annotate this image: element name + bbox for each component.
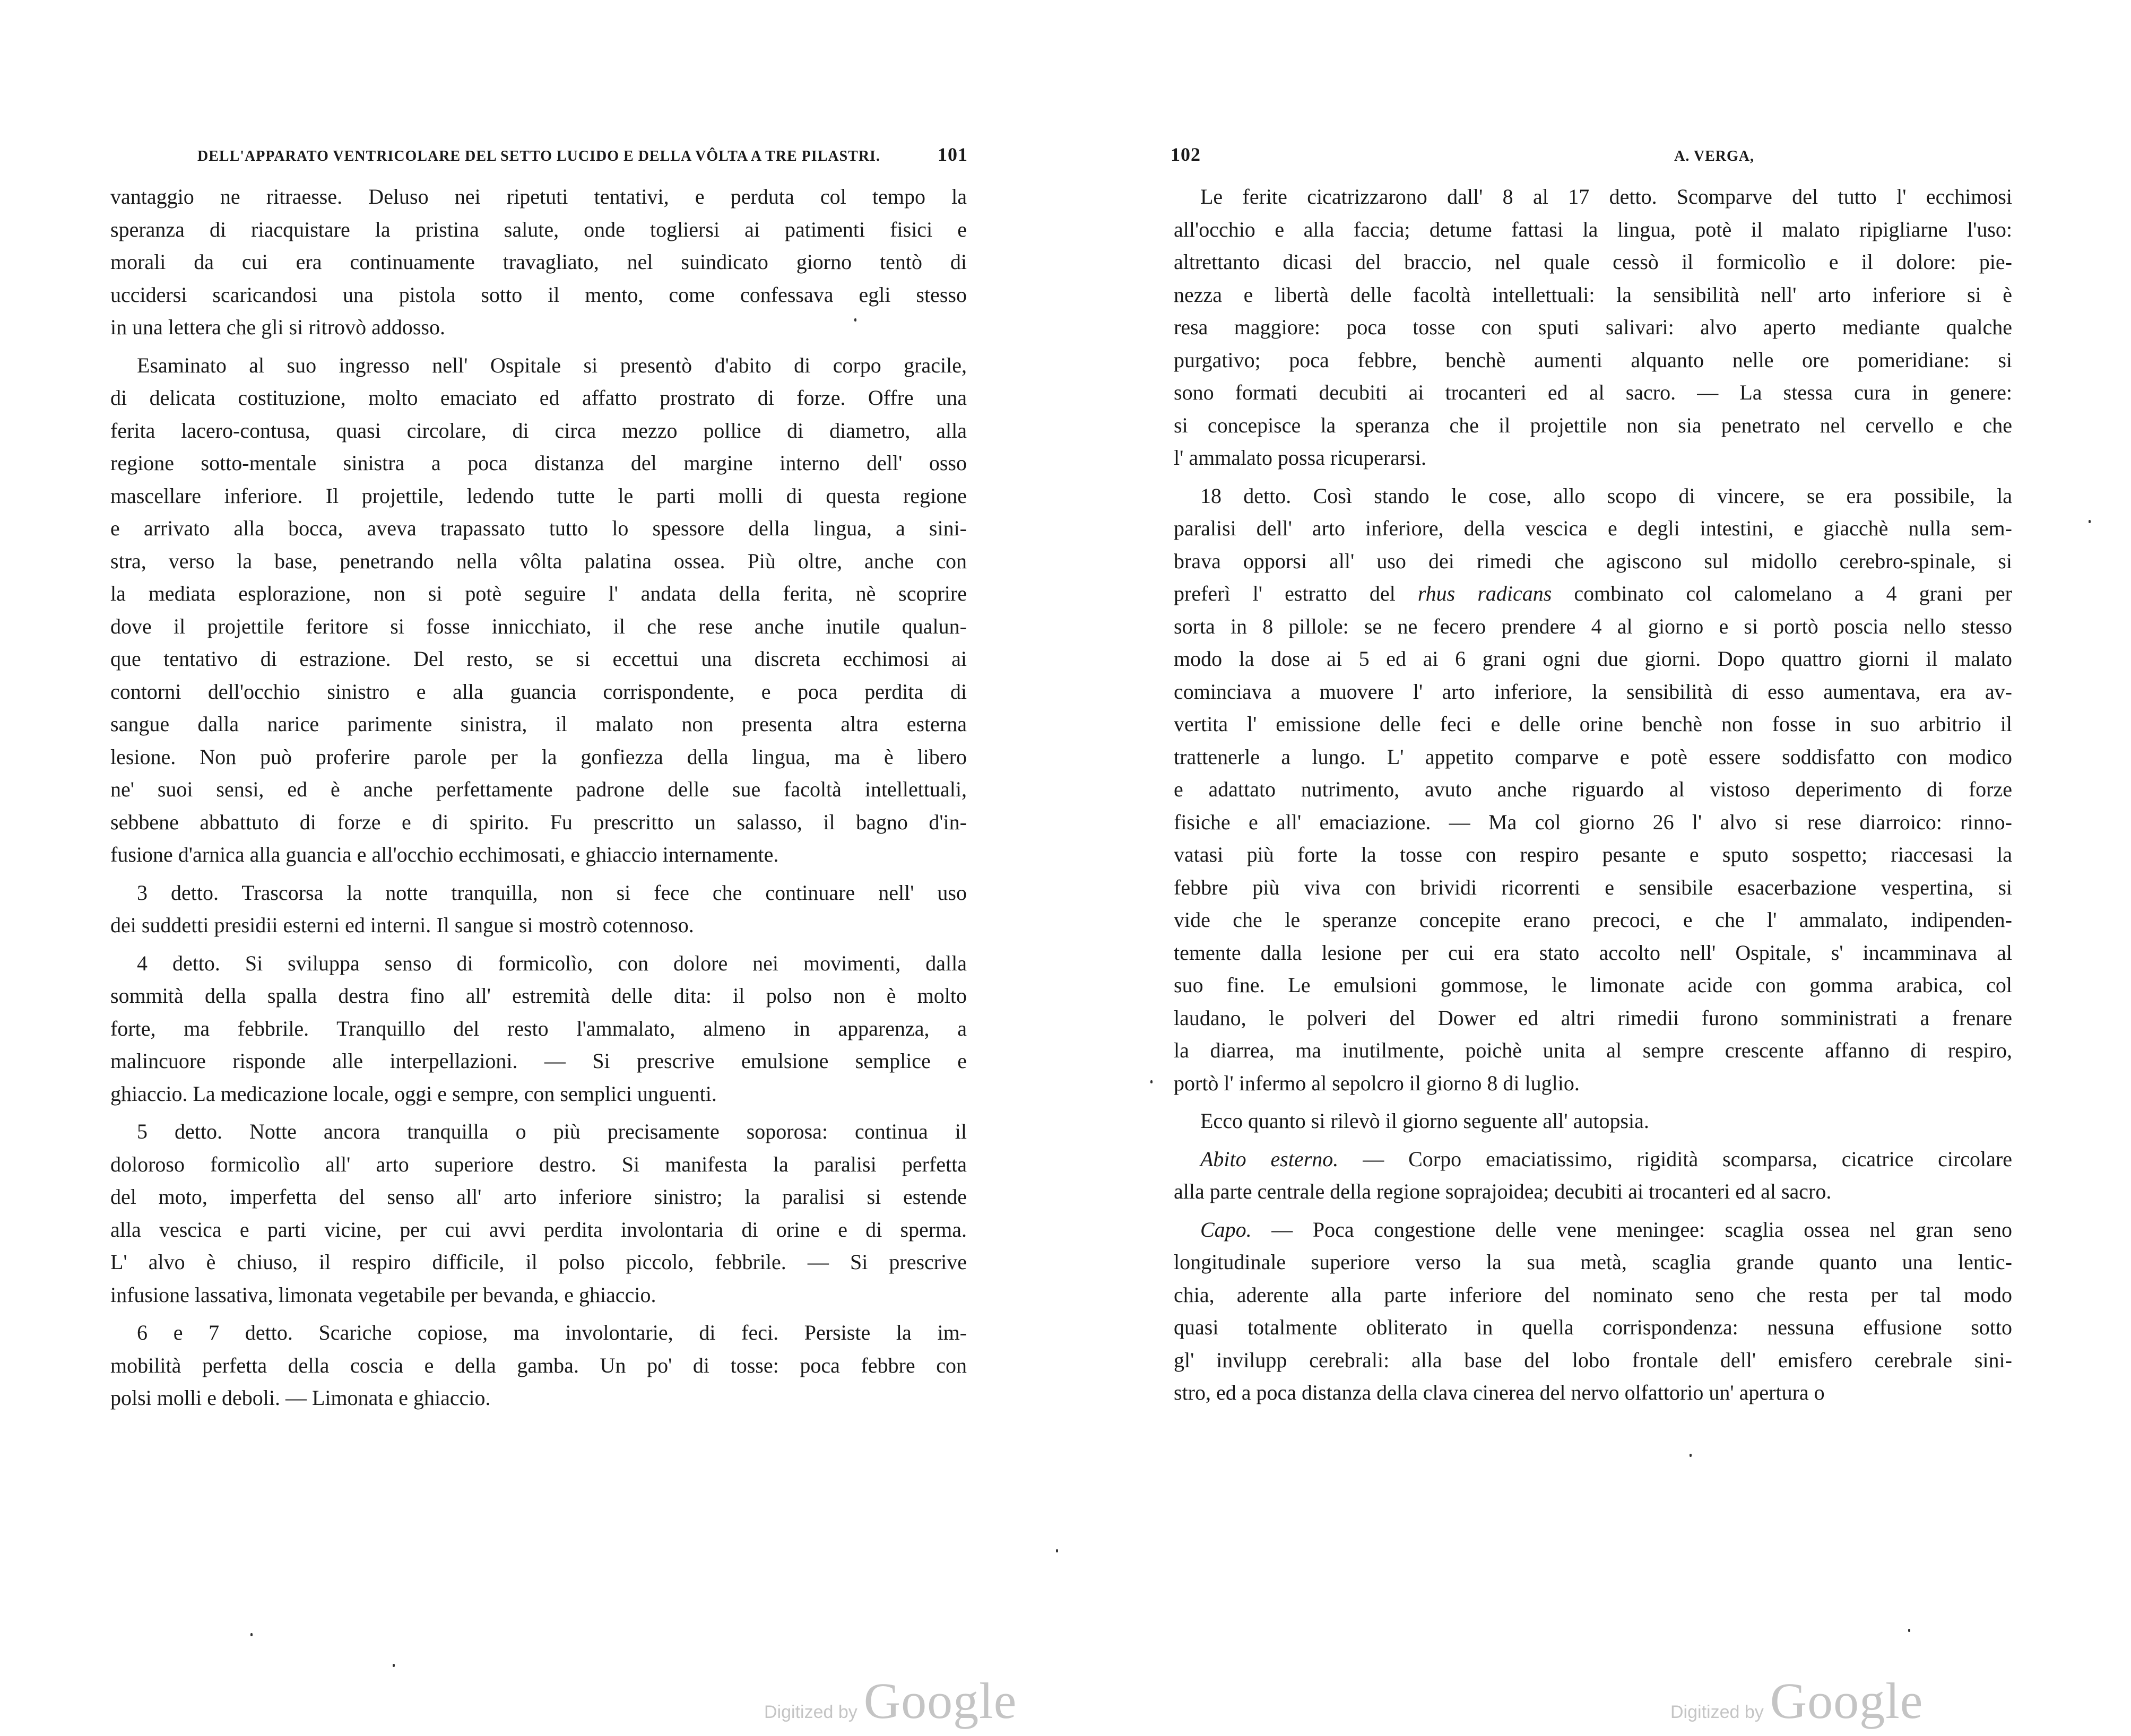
text-line: temente dalla lesione per cui era stato accolto nell' Ospitale, s' incamminava al — [1174, 940, 2012, 965]
paragraph — [1174, 180, 2012, 474]
text-line: ne' suoi sensi, ed è anche perfettamente padrone delle sue facoltà intellettuali, — [110, 777, 967, 801]
scan-speck — [1056, 1549, 1058, 1552]
text-line: laudano, le polveri del Dower ed altri rimedii furono somministrati a frenare — [1174, 1005, 2012, 1030]
text-line: alla parte centrale della regione soprajoidea; decubiti ai trocanteri ed al sacro. — [1174, 1179, 1832, 1203]
scan-speck — [1908, 1629, 1910, 1632]
body-text — [110, 180, 967, 1420]
text-line: sangue dalla narice parimente sinistra, il malato non presenta altra esterna — [110, 712, 967, 736]
text-line: vantaggio ne ritraesse. Deluso nei ripetuti tentativi, e perduta col tempo la — [110, 185, 967, 209]
text-line: chia, aderente alla parte inferiore del nominato seno che resta per tal modo — [1174, 1282, 2012, 1307]
text-line: stra, verso la base, penetrando nella vôlta palatina ossea. Più oltre, anche con — [110, 549, 967, 573]
scan-speck — [1150, 1080, 1153, 1083]
text-line: fisiche e all' emaciazione. — Ma col giorno 26 l' alvo si rese diarroico: rinno- — [1174, 810, 2012, 834]
watermark-digitized-by: Digitized by — [1670, 1702, 1764, 1722]
text-line: dei suddetti presidii esterni ed interni. Il sangue si mostrò cotennoso. — [110, 913, 694, 937]
watermark-digitized-by: Digitized by — [764, 1702, 857, 1722]
body-text — [1174, 180, 2012, 1414]
text-line: resa maggiore: poca tosse con sputi salivari: alvo aperto mediante qualche — [1174, 315, 2012, 339]
text-line: mascellare inferiore. Il projettile, ledendo tutte le parti molli di questa regione — [110, 483, 967, 508]
text-line: Esaminato al suo ingresso nell' Ospitale si presentò d'abito di corpo gracile, — [137, 353, 967, 377]
text-line: Ecco quanto si rilevò il giorno seguente all' autopsia. — [1200, 1109, 1649, 1133]
text-line: trattenerle a lungo. L' appetito comparve e potè essere soddisfatto con modico — [1174, 744, 2012, 769]
text-line: alla vescica e parti vicine, per cui avvi perdita involontaria di orine e di sperma. — [110, 1217, 967, 1242]
page-number: 101 — [938, 144, 968, 165]
google-watermark — [764, 1671, 1017, 1730]
paragraph — [110, 947, 967, 1110]
text-line: Le ferite cicatrizzarono dall' 8 al 17 detto. Scomparve del tutto l' ecchimosi — [1200, 185, 2012, 209]
text-line: brava opporsi all' uso dei rimedi che agiscono sul midollo cerebro-spinale, si — [1174, 549, 2012, 573]
text-line: ghiaccio. La medicazione locale, oggi e sempre, con semplici unguenti. — [110, 1081, 717, 1106]
text-line: portò l' infermo al sepolcro il giorno 8 di luglio. — [1174, 1071, 1580, 1095]
text-line: longitudinale superiore verso la sua metà, scaglia grande quanto una lentic- — [1174, 1250, 2012, 1274]
running-head-title: DELL'APPARATO VENTRICOLARE DEL SETTO LUCIDO E DELLA VÔLTA A TRE PILASTRI. — [197, 148, 880, 164]
text-line: quasi totalmente obliterato in quella corrispondenza: nessuna effusione sotto — [1174, 1315, 2012, 1339]
paragraph — [110, 1115, 967, 1311]
text-line: 18 detto. Così stando le cose, allo scopo di vincere, se era possibile, la — [1200, 483, 2012, 508]
text-line: suo fine. Le emulsioni gommose, le limonate acide con gomma arabica, col — [1174, 973, 2012, 997]
text-line: lesione. Non può proferire parole per la gonfiezza della lingua, ma è libero — [110, 744, 967, 769]
text-line: altrettanto dicasi del braccio, nel quale cessò il formicolìo e il dolore: pie- — [1174, 250, 2012, 274]
text-line: morali da cui era continuamente travagliato, nel suindicato giorno tentò di — [110, 250, 967, 274]
text-line: fusione d'arnica alla guancia e all'occhio ecchimosati, e ghiaccio internamente. — [110, 843, 779, 866]
italic-text: Abito esterno. — [1200, 1147, 1339, 1171]
text-line: cominciava a muovere l' arto inferiore, la sensibilità di esso aumentava, era av- — [1174, 679, 2012, 704]
text-line: sebbene abbattuto di forze e di spirito. Fu prescritto un salasso, il bagno d'in- — [110, 810, 967, 834]
text-line: preferì l' estratto del rhus radicans combinato col calomelano a 4 grani per — [1174, 581, 2012, 605]
page-number: 102 — [1171, 144, 1201, 165]
text-line: doloroso formicolìo all' arto superiore destro. Si manifesta la paralisi perfetta — [110, 1152, 967, 1176]
text-line: vide che le speranze concepite erano precoci, e che l' ammalato, indipenden- — [1174, 908, 2012, 932]
text-line: 4 detto. Si sviluppa senso di formicolìo, con dolore nei movimenti, dalla — [137, 951, 967, 975]
paragraph — [110, 876, 967, 942]
paragraph — [110, 1316, 967, 1414]
paragraph — [1174, 1143, 2012, 1208]
scan-speck — [1690, 1454, 1692, 1457]
text-line: e adattato nutrimento, avuto anche riguardo al vistoso deperimento di forze — [1174, 777, 2012, 801]
running-head — [1171, 143, 1998, 166]
text-line: e arrivato alla bocca, aveva trapassato tutto lo spessore della lingua, a sini- — [110, 516, 967, 540]
text-line: sorta in 8 pillole: se ne fecero prendere 4 al giorno e si portò poscia nello stesso — [1174, 614, 2012, 638]
watermark-google: Google — [1770, 1672, 1924, 1729]
paragraph — [1174, 480, 2012, 1100]
text-line: infusione lassativa, limonata vegetabile per bevanda, e ghiaccio. — [110, 1282, 656, 1307]
running-head-title: A. VERGA, — [1674, 148, 1754, 164]
text-line: l' ammalato possa ricuperarsi. — [1174, 446, 1426, 470]
text-line: all'occhio e alla faccia; detume fattasi la lingua, potè il malato ripigliarne l'uso: — [1174, 217, 2012, 241]
text-line: febbre più viva con brividi ricorrenti e sensibile esacerbazione vespertina, si — [1174, 875, 2012, 899]
text-line: sommità della spalla destra fino all' estremità delle dita: il polso non è molto — [110, 984, 967, 1008]
text-line: la diarrea, ma inutilmente, poichè unita al sempre crescente affanno di respiro, — [1174, 1038, 2012, 1062]
text-line: mobilità perfetta della coscia e della gamba. Un po' di tosse: poca febbre con — [110, 1353, 967, 1377]
text-line: 5 detto. Notte ancora tranquilla o più precisamente soporosa: continua il — [137, 1119, 967, 1143]
scan-speck — [2089, 520, 2091, 523]
scan-speck — [393, 1664, 395, 1667]
paragraph — [110, 180, 967, 344]
text-line: contorni dell'occhio sinistro e alla guancia corrispondente, e poca perdita di — [110, 679, 967, 704]
text-line: dove il projettile feritore si fosse innicchiato, il che rese anche inutile qualun- — [110, 614, 967, 638]
text-line: la mediata esplorazione, non si potè seguire l' andata della ferita, nè scoprire — [110, 581, 967, 605]
text-line: speranza di riacquistare la pristina salute, onde togliersi ai patimenti fisici e — [110, 217, 967, 241]
text-line: sono formati decubiti ai trocanteri ed al sacro. — La stessa cura in genere: — [1174, 380, 2012, 404]
text-line: Capo. — Poca congestione delle vene meningee: scaglia ossea nel gran seno — [1200, 1217, 2012, 1242]
text-line: nezza e libertà delle facoltà intellettuali: la sensibilità nell' arto inferiore si è — [1174, 282, 2012, 307]
text-line: si concepisce la speranza che il projettile non sia penetrato nel cervello e che — [1174, 413, 2012, 437]
google-watermark — [1670, 1671, 1923, 1730]
paragraph — [110, 349, 967, 871]
text-line: 3 detto. Trascorsa la notte tranquilla, non si fece che continuare nell' uso — [137, 880, 967, 905]
paragraph — [1174, 1213, 2012, 1409]
running-head — [197, 143, 968, 166]
text-line: regione sotto-mentale sinistra a poca distanza del margine interno dell' osso — [110, 451, 967, 475]
text-line: di delicata costituzione, molto emaciato ed affatto prostrato di forze. Offre una — [110, 386, 967, 410]
text-line: Abito esterno. — Corpo emaciatissimo, rigidità scomparsa, cicatrice circolare — [1200, 1147, 2012, 1171]
text-line: stro, ed a poca distanza della clava cinerea del nervo olfattorio un' apertura o — [1174, 1381, 1825, 1404]
scan-speck — [250, 1633, 253, 1636]
right-page — [1066, 0, 2131, 1736]
text-line: purgativo; poca febbre, benchè aumenti alquanto nelle ore pomeridiane: si — [1174, 348, 2012, 372]
text-line: in una lettera che gli si ritrovò addosso. — [110, 315, 445, 339]
text-line: vertita l' emissione delle feci e delle orine benchè non fosse in suo arbitrio il — [1174, 712, 2012, 736]
text-line: que tentativo di estrazione. Del resto, se si eccettui una discreta ecchimosi ai — [110, 647, 967, 671]
text-line: vatasi più forte la tosse con respiro pesante e sputo sospetto; riaccesasi la — [1174, 843, 2012, 866]
paragraph — [1174, 1105, 2012, 1138]
text-line: L' alvo è chiuso, il respiro difficile, il polso piccolo, febbrile. — Si prescrive — [110, 1250, 967, 1274]
text-line: 6 e 7 detto. Scariche copiose, ma involontarie, di feci. Persiste la im- — [137, 1321, 967, 1344]
text-line: forte, ma febbrile. Tranquillo del resto l'ammalato, almeno in apparenza, a — [110, 1016, 967, 1040]
text-line: uccidersi scaricandosi una pistola sotto il mento, come confessava egli stesso — [110, 282, 967, 307]
text-line: modo la dose ai 5 ed ai 6 grani ogni due giorni. Dopo quattro giorni il malato — [1174, 647, 2012, 671]
text-line: paralisi dell' arto inferiore, della vescica e degli intestini, e giacchè nulla sem- — [1174, 516, 2012, 540]
italic-text: Capo. — [1200, 1217, 1252, 1242]
text-line: malincuore risponde alle interpellazioni. — Si prescrive emulsione semplice e — [110, 1049, 967, 1073]
text-line: polsi molli e deboli. — Limonata e ghiaccio. — [110, 1386, 491, 1410]
text-line: ferita lacero-contusa, quasi circolare, di circa mezzo pollice di diametro, alla — [110, 418, 967, 442]
watermark-google: Google — [863, 1672, 1017, 1729]
text-line: gl' invilupp cerebrali: alla base del lobo frontale dell' emisfero cerebrale sini- — [1174, 1348, 2012, 1372]
scan-speck — [854, 318, 856, 322]
italic-text: rhus radicans — [1417, 581, 1552, 605]
text-line: del moto, imperfetta del senso all' arto inferiore sinistro; la paralisi si estende — [110, 1185, 967, 1209]
